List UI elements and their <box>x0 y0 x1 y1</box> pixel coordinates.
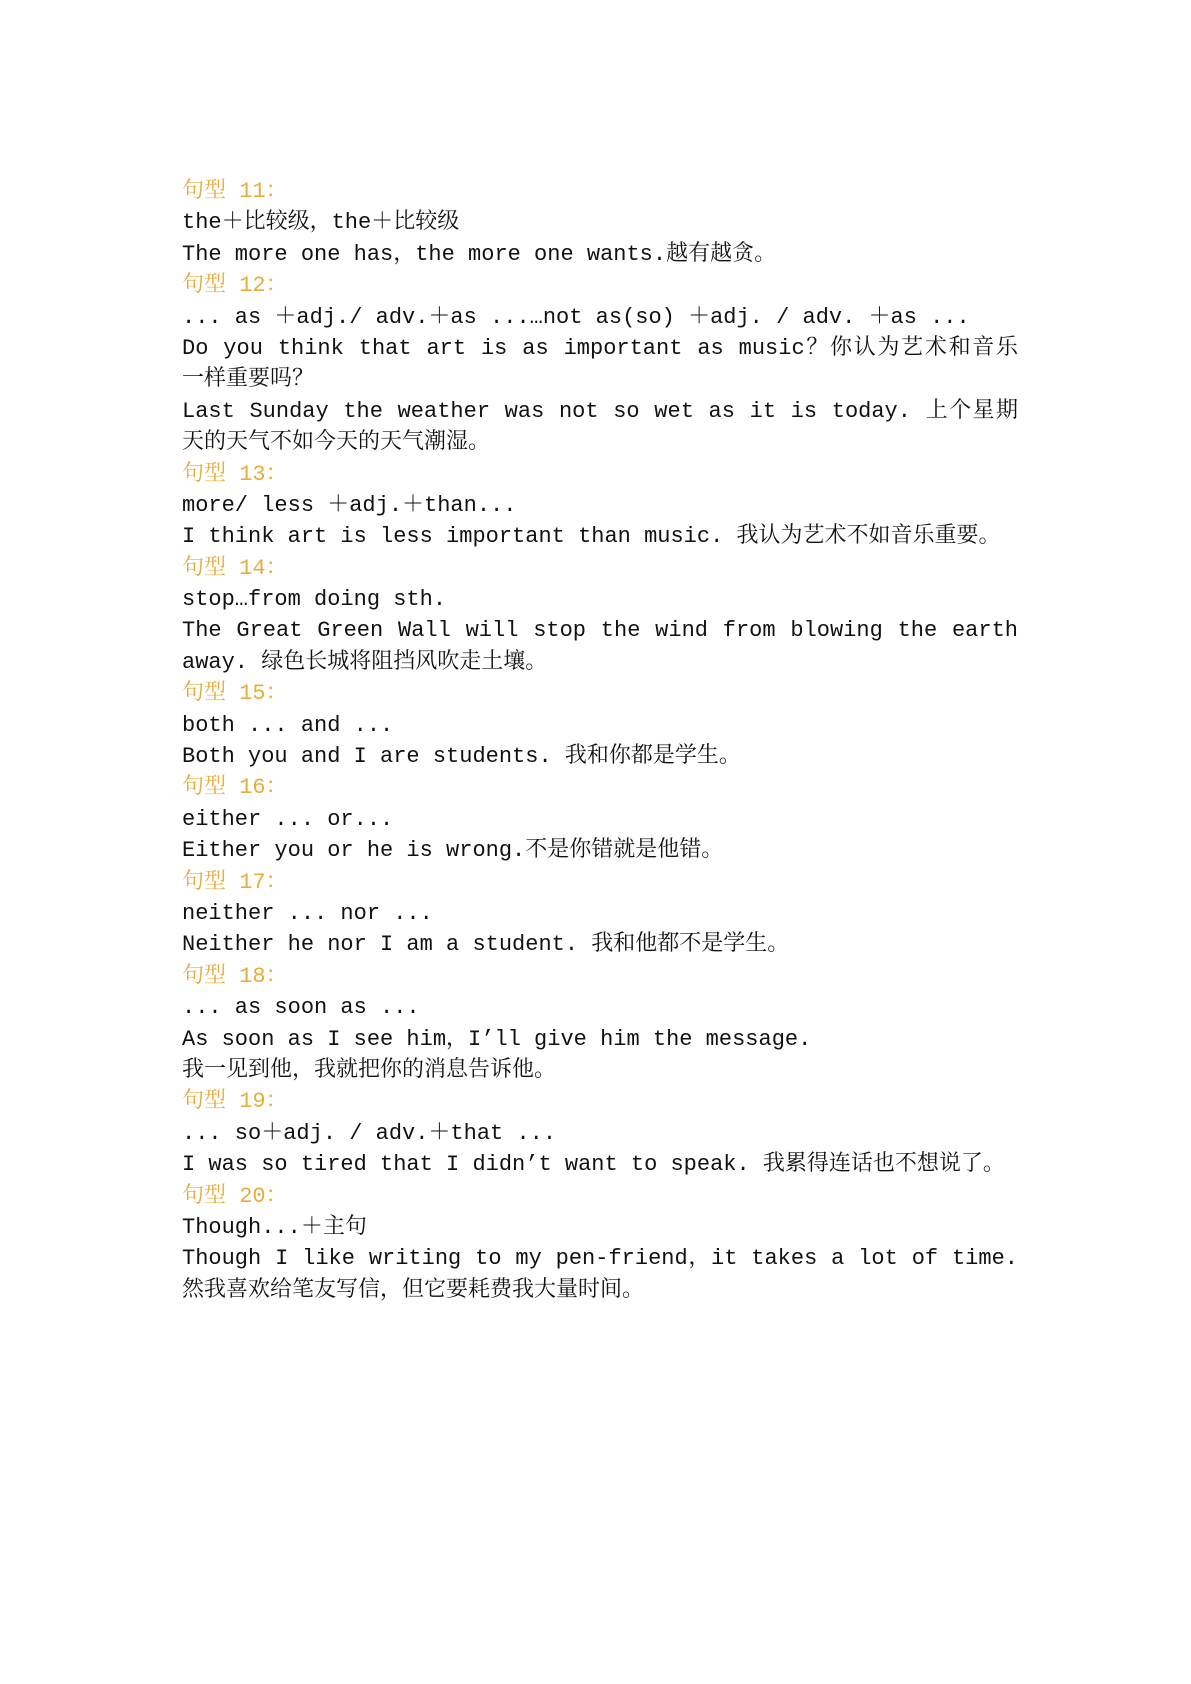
text-line: the＋比较级，the＋比较级 <box>182 210 460 236</box>
document-body <box>182 176 1018 1306</box>
section-heading: 句型 18： <box>182 963 288 989</box>
text-line: more/ less ＋adj.＋than... <box>182 492 517 518</box>
text-line: 一样重要吗？ <box>182 367 315 393</box>
section-heading: 句型 20： <box>182 1183 288 1209</box>
text-line: Though...＋主句 <box>182 1214 367 1240</box>
text-line: ... as ＋adj./ adv.＋as ...…not as(so) ＋adj. / adv. ＋as ... <box>182 304 970 330</box>
text-line: ... as soon as ... <box>182 995 420 1021</box>
section-heading: 句型 12： <box>182 273 288 299</box>
text-line: I think art is less important than music. 我认为艺术不如音乐重要。 <box>182 524 1001 550</box>
section-heading: 句型 17： <box>182 869 288 895</box>
section-heading: 句型 15： <box>182 681 288 707</box>
text-line: The Great Green Wall will stop the wind from blowing the earth <box>182 618 1018 644</box>
text-line: ... so＋adj. / adv.＋that ... <box>182 1120 557 1146</box>
text-line: both ... and ... <box>182 712 394 738</box>
text-line: away. 绿色长城将阻挡风吹走土壤。 <box>182 649 548 675</box>
section-heading: 句型 13： <box>182 461 288 487</box>
text-line: stop…from doing sth. <box>182 587 447 613</box>
text-line: neither ... nor ... <box>182 900 433 926</box>
text-line: 天的天气不如今天的天气潮湿。 <box>182 430 491 456</box>
text-line: The more one has，the more one wants.越有越贪。 <box>182 241 777 267</box>
text-line: As soon as I see him，I’ll give him the message. <box>182 1026 812 1052</box>
text-line: Both you and I are students. 我和你都是学生。 <box>182 744 741 770</box>
section-heading: 句型 14： <box>182 555 288 581</box>
section-heading: 句型 16： <box>182 775 288 801</box>
text-line: either ... or... <box>182 806 394 832</box>
text-line: Do you think that art is as important as music？你认为艺术和音乐 <box>182 335 1018 361</box>
text-line: Though I like writing to my pen-friend，it takes a lot of time. <box>182 1246 1018 1272</box>
section-heading: 句型 19： <box>182 1089 288 1115</box>
text-line: I was so tired that I didn’t want to speak. 我累得连话也不想说了。 <box>182 1152 1005 1178</box>
text-line: Neither he nor I am a student. 我和他都不是学生。 <box>182 932 790 958</box>
section-heading: 句型 11： <box>182 179 288 204</box>
text-line: Either you or he is wrong.不是你错就是他错。 <box>182 838 724 864</box>
text-line: 我一见到他，我就把你的消息告诉他。 <box>182 1057 557 1083</box>
text-line: Last Sunday the weather was not so wet as it is today. 上个星期 <box>182 398 1018 424</box>
text-line: 然我喜欢给笔友写信，但它要耗费我大量时间。 <box>182 1277 645 1303</box>
